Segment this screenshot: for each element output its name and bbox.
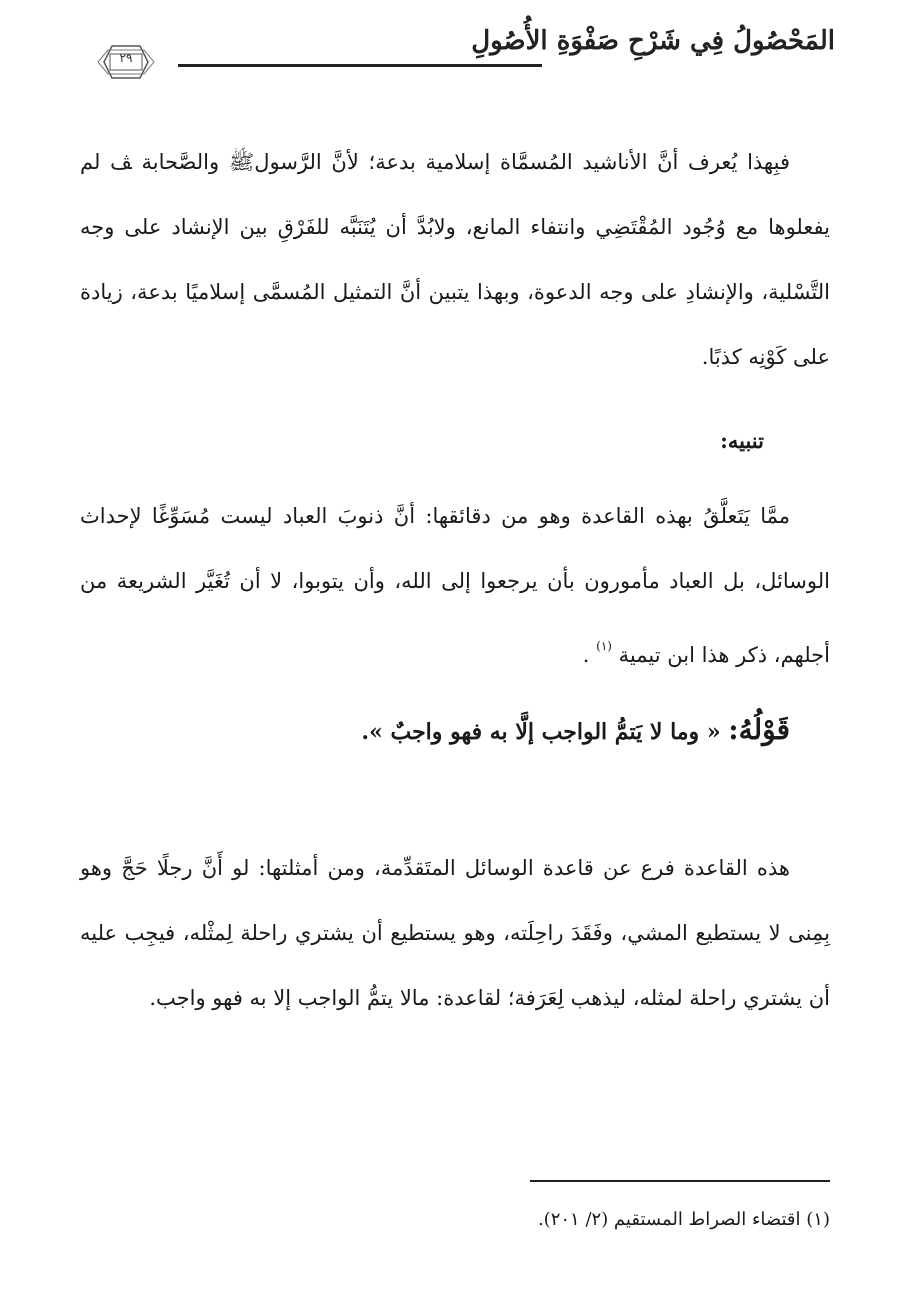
qawl-label: قَوْلُهُ: (728, 713, 790, 746)
book-title: المَحْصُولُ فِي شَرْحِ صَفْوَةِ الأُصُولِ (471, 26, 835, 56)
paragraph-3: هذه القاعدة فرع عن قاعدة الوسائل المتَقدِّمة، ومن أمثلتها: لو أَنَّ رجلًا حَجَّ وهو بِمِنى لا يستطيع المشي، وفَقَدَ راحِلَته، وهو يستطيع أن يشتري راحلة لِمثْله، فيجِب عليه أن يشتري راحلة لمثله، ليذهب لِعَرَفة؛ لقاعدة: مالا يتمُّ الواجب إلا به فهو واجب. (80, 856, 830, 1010)
header-rule (178, 64, 542, 67)
page-number: ٢٩ (119, 51, 133, 65)
page-number-frame (96, 42, 156, 82)
footnote-reference[interactable]: (١) (596, 639, 612, 653)
footnote: (١) اقتضاء الصراط المستقيم (٢/ ٢٠١). (537, 1209, 830, 1230)
paragraph-2-end: . (582, 643, 590, 667)
qawl-quote: « وما لا يَتمُّ الواجب إلَّا به فهو واجبٌ ». (361, 719, 721, 745)
footnote-separator (530, 1180, 830, 1182)
paragraph-1: فبِهذا يُعرف أنَّ الأناشيد المُسمَّاة إسلامية بدعة؛ لأنَّ الرَّسولﷺ والصَّحابة ﭫ لم يفعلوها مع وُجُود المُقْتَضِي وانتفاء المانع، ولابُدَّ أن يُتَنَبَّه للفَرْقِ بين الإنشاد على وجه التَّسْلية، والإنشادِ على وجه الدعوة، وبهذا يتبين أنَّ التمثيل المُسمَّى إسلاميًا بدعة، زيادة على كَوْنِه كذبًا. (80, 150, 830, 369)
page-header (80, 20, 835, 92)
section-heading: تنبيه: (720, 428, 764, 453)
paragraph-2 (80, 484, 830, 688)
qawl-line (80, 700, 830, 762)
paragraph-2-text: ممَّا يَتَعلَّقُ بهذه القاعدة وهو من دقائقها: أنَّ ذنوبَ العباد ليست مُسَوِّغًا لإحداث الوسائل، بل العباد مأمورون بأن يرجعوا إلى الله، وأن يتوبوا، لا أن تُغَيَّر الشريعة من أجلهم، ذكر هذا ابن تيمية (80, 504, 830, 667)
